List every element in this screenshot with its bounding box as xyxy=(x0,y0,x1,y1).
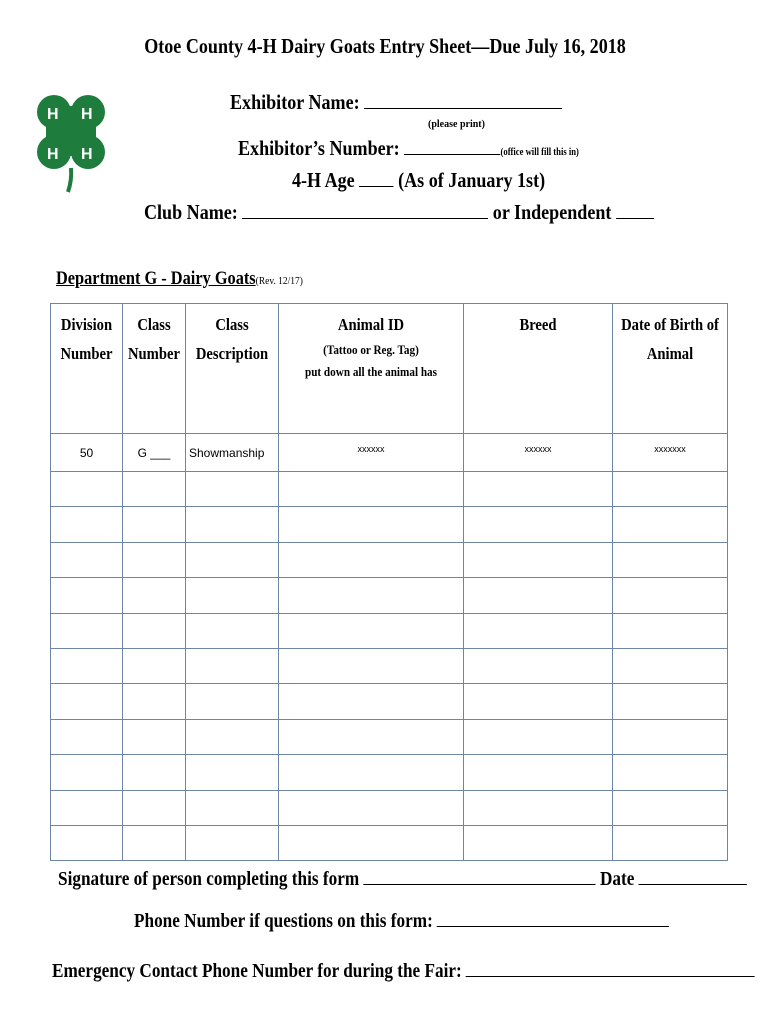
table-cell[interactable] xyxy=(51,755,123,790)
table-cell[interactable] xyxy=(464,648,613,683)
table-row xyxy=(51,719,728,754)
table-cell[interactable] xyxy=(51,578,123,613)
table-cell[interactable] xyxy=(464,578,613,613)
table-cell[interactable] xyxy=(51,790,123,825)
table-row xyxy=(51,472,728,507)
table-cell[interactable] xyxy=(279,755,464,790)
table-row xyxy=(51,790,728,825)
signature-label: Signature of person completing this form xyxy=(58,868,360,890)
table-row xyxy=(51,755,728,790)
cell-dob[interactable]: xxxxxxx xyxy=(613,434,728,472)
table-cell[interactable] xyxy=(464,684,613,719)
svg-text:H: H xyxy=(47,146,59,163)
table-row xyxy=(51,648,728,683)
cell-class-description: Showmanship xyxy=(186,434,279,472)
table-cell[interactable] xyxy=(186,755,279,790)
table-cell[interactable] xyxy=(123,684,186,719)
cell-division: 50 xyxy=(51,434,123,472)
table-cell[interactable] xyxy=(279,790,464,825)
department-heading xyxy=(56,268,343,290)
table-cell[interactable] xyxy=(279,684,464,719)
table-cell[interactable] xyxy=(51,472,123,507)
table-cell[interactable] xyxy=(613,790,728,825)
table-cell[interactable] xyxy=(186,578,279,613)
table-cell[interactable] xyxy=(186,472,279,507)
date-field[interactable] xyxy=(639,866,747,885)
table-cell[interactable] xyxy=(613,578,728,613)
table-cell[interactable] xyxy=(186,719,279,754)
table-cell[interactable] xyxy=(613,755,728,790)
table-header-row xyxy=(51,304,728,434)
table-cell[interactable] xyxy=(613,648,728,683)
emergency-field[interactable] xyxy=(466,958,755,977)
table-row xyxy=(51,684,728,719)
table-cell[interactable] xyxy=(123,825,186,860)
svg-text:H: H xyxy=(47,106,59,123)
table-cell[interactable] xyxy=(279,825,464,860)
header-date-of-birth: Date of Birth of Animal xyxy=(613,304,728,434)
signature-field[interactable] xyxy=(363,866,595,885)
table-row xyxy=(51,578,728,613)
table-cell[interactable] xyxy=(464,507,613,542)
exhibitor-number-row xyxy=(238,136,634,161)
exhibitor-name-field[interactable] xyxy=(364,90,562,109)
table-cell[interactable] xyxy=(186,684,279,719)
table-cell[interactable] xyxy=(51,542,123,577)
table-cell[interactable] xyxy=(279,578,464,613)
table-cell[interactable] xyxy=(464,613,613,648)
page-title: Otoe County 4-H Dairy Goats Entry Sheet—Due July 16, 2018 xyxy=(144,34,626,58)
age-field[interactable] xyxy=(359,168,393,187)
table-cell[interactable] xyxy=(613,613,728,648)
emergency-row xyxy=(52,958,770,983)
club-row xyxy=(144,200,737,225)
header-class-description: Class Description xyxy=(186,304,279,434)
table-cell[interactable] xyxy=(279,613,464,648)
table-cell[interactable] xyxy=(123,755,186,790)
svg-text:H: H xyxy=(81,146,93,163)
table-cell[interactable] xyxy=(279,507,464,542)
phone-label: Phone Number if questions on this form: xyxy=(134,910,433,932)
table-cell[interactable] xyxy=(613,825,728,860)
exhibitor-number-label: Exhibitor’s Number: xyxy=(238,136,400,160)
table-cell[interactable] xyxy=(464,755,613,790)
table-cell[interactable] xyxy=(279,648,464,683)
blank-rows xyxy=(51,472,728,861)
header-animal-id: Animal ID (Tattoo or Reg. Tag) put down all the animal has xyxy=(279,304,464,434)
please-print-note: (please print) xyxy=(428,119,485,130)
table-cell[interactable] xyxy=(186,613,279,648)
emergency-label: Emergency Contact Phone Number for during the Fair: xyxy=(52,960,462,982)
table-row xyxy=(51,613,728,648)
table-cell[interactable] xyxy=(51,684,123,719)
phone-row xyxy=(134,908,756,933)
table-row xyxy=(51,507,728,542)
table-cell[interactable] xyxy=(186,507,279,542)
exhibitor-number-field[interactable] xyxy=(404,136,500,155)
independent-field[interactable] xyxy=(616,200,654,219)
age-note: (As of January 1st) xyxy=(398,168,546,192)
table-cell[interactable] xyxy=(51,825,123,860)
table-cell[interactable] xyxy=(464,825,613,860)
table-cell[interactable] xyxy=(123,790,186,825)
table-cell[interactable] xyxy=(279,472,464,507)
table-cell[interactable] xyxy=(613,472,728,507)
table-cell[interactable] xyxy=(123,578,186,613)
header-division: Division Number xyxy=(51,304,123,434)
table-cell[interactable] xyxy=(279,542,464,577)
table-cell[interactable] xyxy=(613,684,728,719)
table-cell[interactable] xyxy=(186,648,279,683)
club-name-field[interactable] xyxy=(242,200,488,219)
table-row xyxy=(51,825,728,860)
svg-text:H: H xyxy=(81,106,93,123)
table-cell[interactable] xyxy=(51,507,123,542)
table-cell[interactable] xyxy=(123,648,186,683)
header-breed: Breed xyxy=(464,304,613,434)
table-cell[interactable] xyxy=(613,719,728,754)
office-note: (office will fill this in) xyxy=(500,147,579,158)
table-cell[interactable] xyxy=(186,790,279,825)
table-cell[interactable] xyxy=(464,542,613,577)
department-title: Department G - Dairy Goats xyxy=(56,268,256,289)
table-cell[interactable] xyxy=(613,542,728,577)
table-cell[interactable] xyxy=(123,719,186,754)
table-cell[interactable] xyxy=(186,542,279,577)
exhibitor-name-label: Exhibitor Name: xyxy=(230,90,360,114)
table-cell[interactable] xyxy=(613,507,728,542)
table-cell[interactable] xyxy=(123,507,186,542)
cell-class-number[interactable]: G ___ xyxy=(123,434,186,472)
table-row xyxy=(51,542,728,577)
table-cell[interactable] xyxy=(123,542,186,577)
age-row xyxy=(292,168,586,193)
table-cell[interactable] xyxy=(123,472,186,507)
phone-field[interactable] xyxy=(437,908,669,927)
table-cell[interactable] xyxy=(123,613,186,648)
table-cell[interactable] xyxy=(51,648,123,683)
table-cell[interactable] xyxy=(464,719,613,754)
table-cell[interactable] xyxy=(464,472,613,507)
exhibitor-name-row xyxy=(230,90,616,115)
table-cell[interactable] xyxy=(51,719,123,754)
entry-table xyxy=(50,303,728,861)
revision-note: (Rev. 12/17) xyxy=(255,275,303,287)
signature-row xyxy=(58,866,770,891)
table-cell[interactable] xyxy=(464,790,613,825)
header-class-number: Class Number xyxy=(123,304,186,434)
cell-breed[interactable]: xxxxxx xyxy=(464,434,613,472)
club-name-label: Club Name: xyxy=(144,200,238,224)
table-row xyxy=(51,434,728,472)
table-cell[interactable] xyxy=(51,613,123,648)
four-h-clover-logo xyxy=(36,88,106,194)
table-cell[interactable] xyxy=(186,825,279,860)
table-cell[interactable] xyxy=(279,719,464,754)
independent-label: or Independent xyxy=(492,200,612,224)
cell-animal-id[interactable]: xxxxxx xyxy=(279,434,464,472)
age-label: 4-H Age xyxy=(292,168,355,192)
date-label: Date xyxy=(599,868,635,890)
